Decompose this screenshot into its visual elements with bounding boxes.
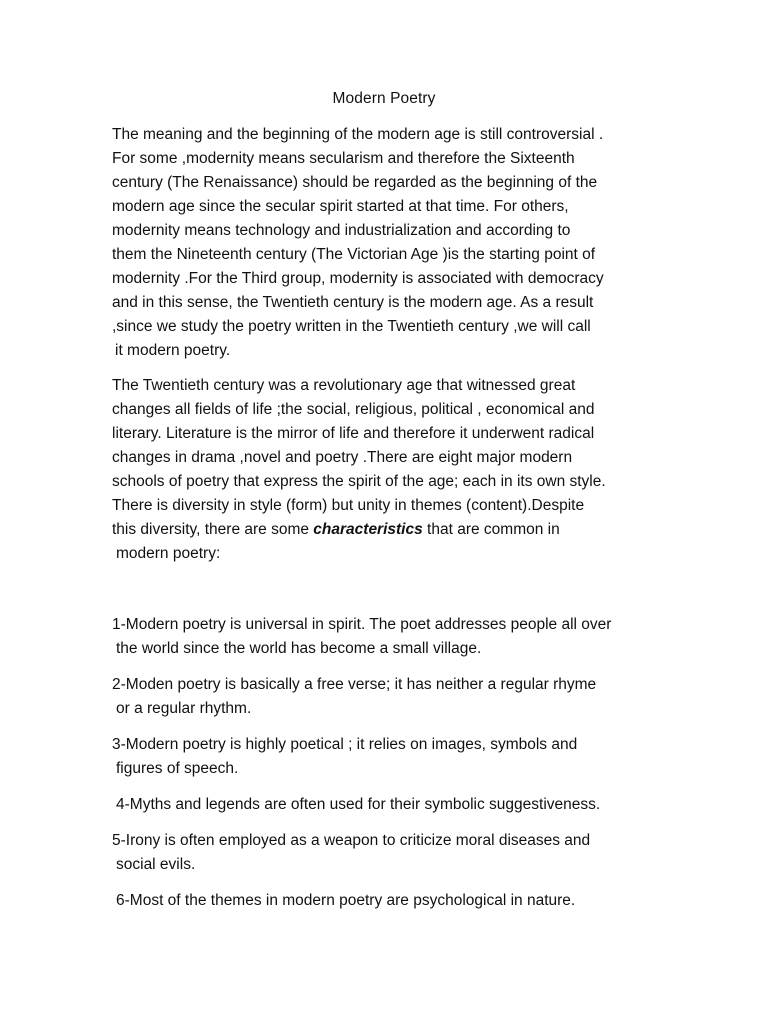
text-line: modern poetry: xyxy=(116,545,221,562)
text-line: literary. Literature is the mirror of life and therefore it underwent radical xyxy=(112,425,595,442)
text-segment: this diversity, there are some xyxy=(112,521,314,538)
text-line: them the Nineteenth century (The Victorian Age )is the starting point of xyxy=(112,246,596,263)
text-line: changes in drama ,novel and poetry .There are eight major modern xyxy=(112,449,573,466)
text-line: schools of poetry that express the spirit of the age; each in its own style. xyxy=(112,473,606,490)
text-line: For some ,modernity means secularism and therefore the Sixteenth xyxy=(112,150,575,167)
point-line: 1-Modern poetry is universal in spirit. The poet addresses people all over xyxy=(112,616,612,633)
text-line: There is diversity in style (form) but unity in themes (content).Despite xyxy=(112,497,585,514)
point-line: figures of speech. xyxy=(116,760,239,777)
point-4 xyxy=(112,793,672,817)
point-3 xyxy=(112,733,672,781)
text-line: century (The Renaissance) should be regarded as the beginning of the xyxy=(112,174,598,191)
keyword-characteristics: characteristics xyxy=(313,521,423,538)
page-title: Modern Poetry xyxy=(332,90,436,107)
text-line: modernity .For the Third group, modernity is associated with democracy xyxy=(112,270,604,287)
point-line: 6-Most of the themes in modern poetry are psychological in nature. xyxy=(116,892,576,909)
text-line: changes all fields of life ;the social, religious, political , economical and xyxy=(112,401,595,418)
point-line: 4-Myths and legends are often used for their symbolic suggestiveness. xyxy=(116,796,601,813)
text-line-with-keyword xyxy=(112,518,672,542)
text-line: and in this sense, the Twentieth century is the modern age. As a result xyxy=(112,294,594,311)
text-segment: that are common in xyxy=(422,521,560,538)
text-line: it modern poetry. xyxy=(115,342,231,359)
point-line: social evils. xyxy=(116,856,196,873)
text-line: The Twentieth century was a revolutionary age that witnessed great xyxy=(112,377,576,394)
point-6 xyxy=(112,889,672,913)
point-5 xyxy=(112,829,672,877)
point-line: the world since the world has become a small village. xyxy=(116,640,482,657)
paragraph-twentieth-century xyxy=(112,374,672,566)
point-line: 2-Moden poetry is basically a free verse; it has neither a regular rhyme xyxy=(112,676,597,693)
text-line: ,since we study the poetry written in the Twentieth century ,we will call xyxy=(112,318,591,335)
text-line: modernity means technology and industrialization and according to xyxy=(112,222,571,239)
paragraph-modern-age xyxy=(112,123,672,363)
text-line: The meaning and the beginning of the modern age is still controversial . xyxy=(112,126,604,143)
text-line: modern age since the secular spirit started at that time. For others, xyxy=(112,198,569,215)
point-1 xyxy=(112,613,672,661)
point-line: 5-Irony is often employed as a weapon to criticize moral diseases and xyxy=(112,832,591,849)
point-line: 3-Modern poetry is highly poetical ; it relies on images, symbols and xyxy=(112,736,578,753)
point-line: or a regular rhythm. xyxy=(116,700,252,717)
point-2 xyxy=(112,673,672,721)
